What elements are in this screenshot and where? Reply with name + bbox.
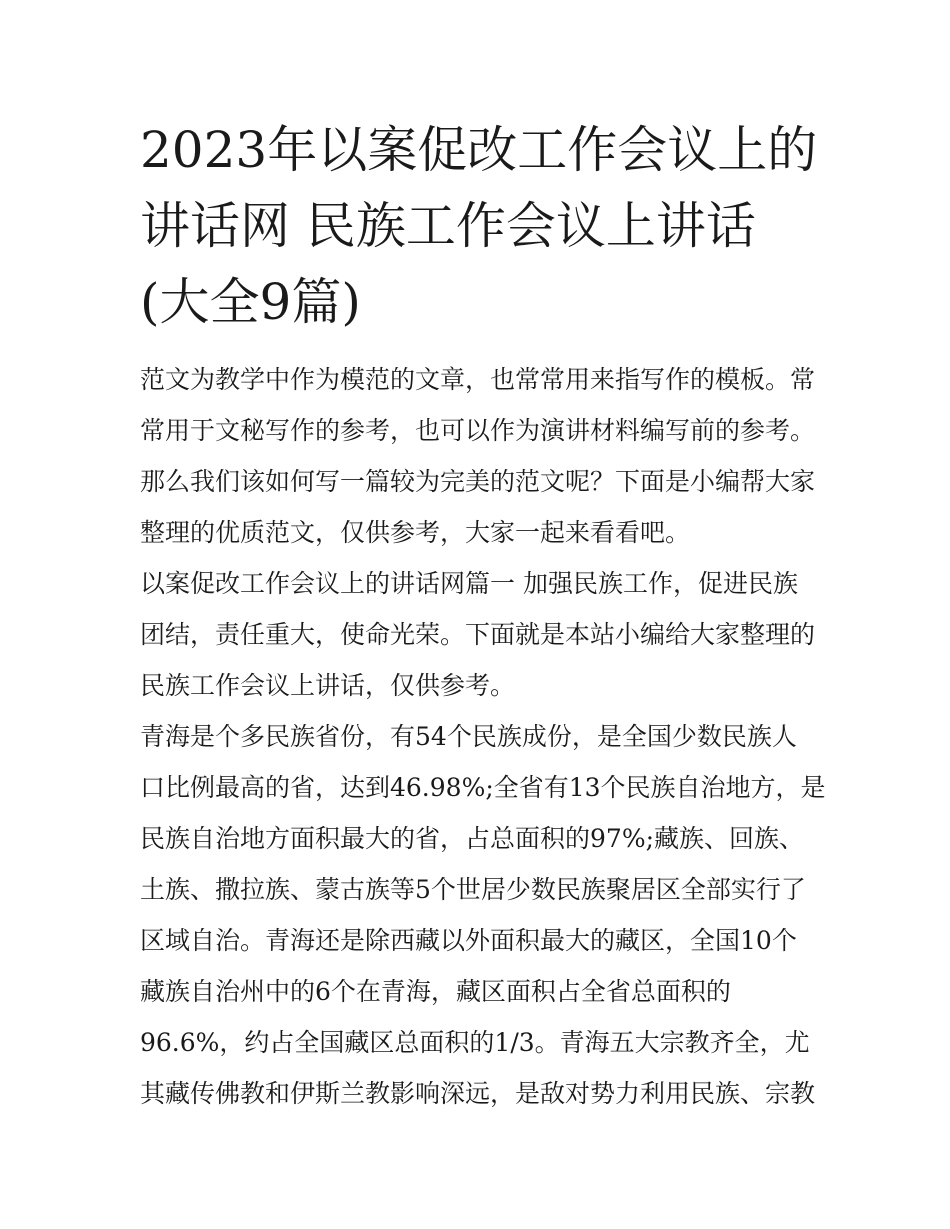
body-line: 整理的优质范文，仅供参考，大家一起来看看吧。 [140,518,691,547]
title-line: (大全9篇) [140,273,361,331]
body-line: 民族工作会议上讲话，仅供参考。 [140,671,516,700]
body-line: 民族自治地方面积最大的省，占总面积的97%;藏族、回族、 [140,824,804,853]
title-line: 讲话网 民族工作会议上讲话 [140,197,756,255]
body-line: 那么我们该如何写一篇较为完美的范文呢？下面是小编帮大家 [140,467,816,496]
body-line: 团结，责任重大，使命光荣。下面就是本站小编给大家整理的 [140,620,816,649]
body-line: 其藏传佛教和伊斯兰教影响深远，是敌对势力利用民族、宗教 [140,1079,816,1108]
body-line: 青海是个多民族省份，有54个民族成份，是全国少数民族人 [140,722,797,751]
title-line: 2023年以案促改工作会议上的 [140,121,818,179]
body-line: 口比例最高的省，达到46.98%;全省有13个民族自治地方，是 [140,773,826,802]
document-title [140,112,820,340]
body-line: 96.6%，约占全国藏区总面积的1/3。青海五大宗教齐全，尤 [140,1028,810,1057]
document-body [140,354,830,1119]
body-line: 区域自治。青海还是除西藏以外面积最大的藏区，全国10个 [140,926,797,955]
body-line: 土族、撒拉族、蒙古族等5个世居少数民族聚居区全部实行了 [140,875,806,904]
body-line: 以案促改工作会议上的讲话网篇一 加强民族工作，促进民族 [140,569,798,598]
body-line: 常用于文秘写作的参考，也可以作为演讲材料编写前的参考。 [140,416,816,445]
body-line: 范文为教学中作为模范的文章，也常常用来指写作的模板。常 [140,365,816,394]
body-line: 藏族自治州中的6个在青海，藏区面积占全省总面积的 [140,977,731,1006]
